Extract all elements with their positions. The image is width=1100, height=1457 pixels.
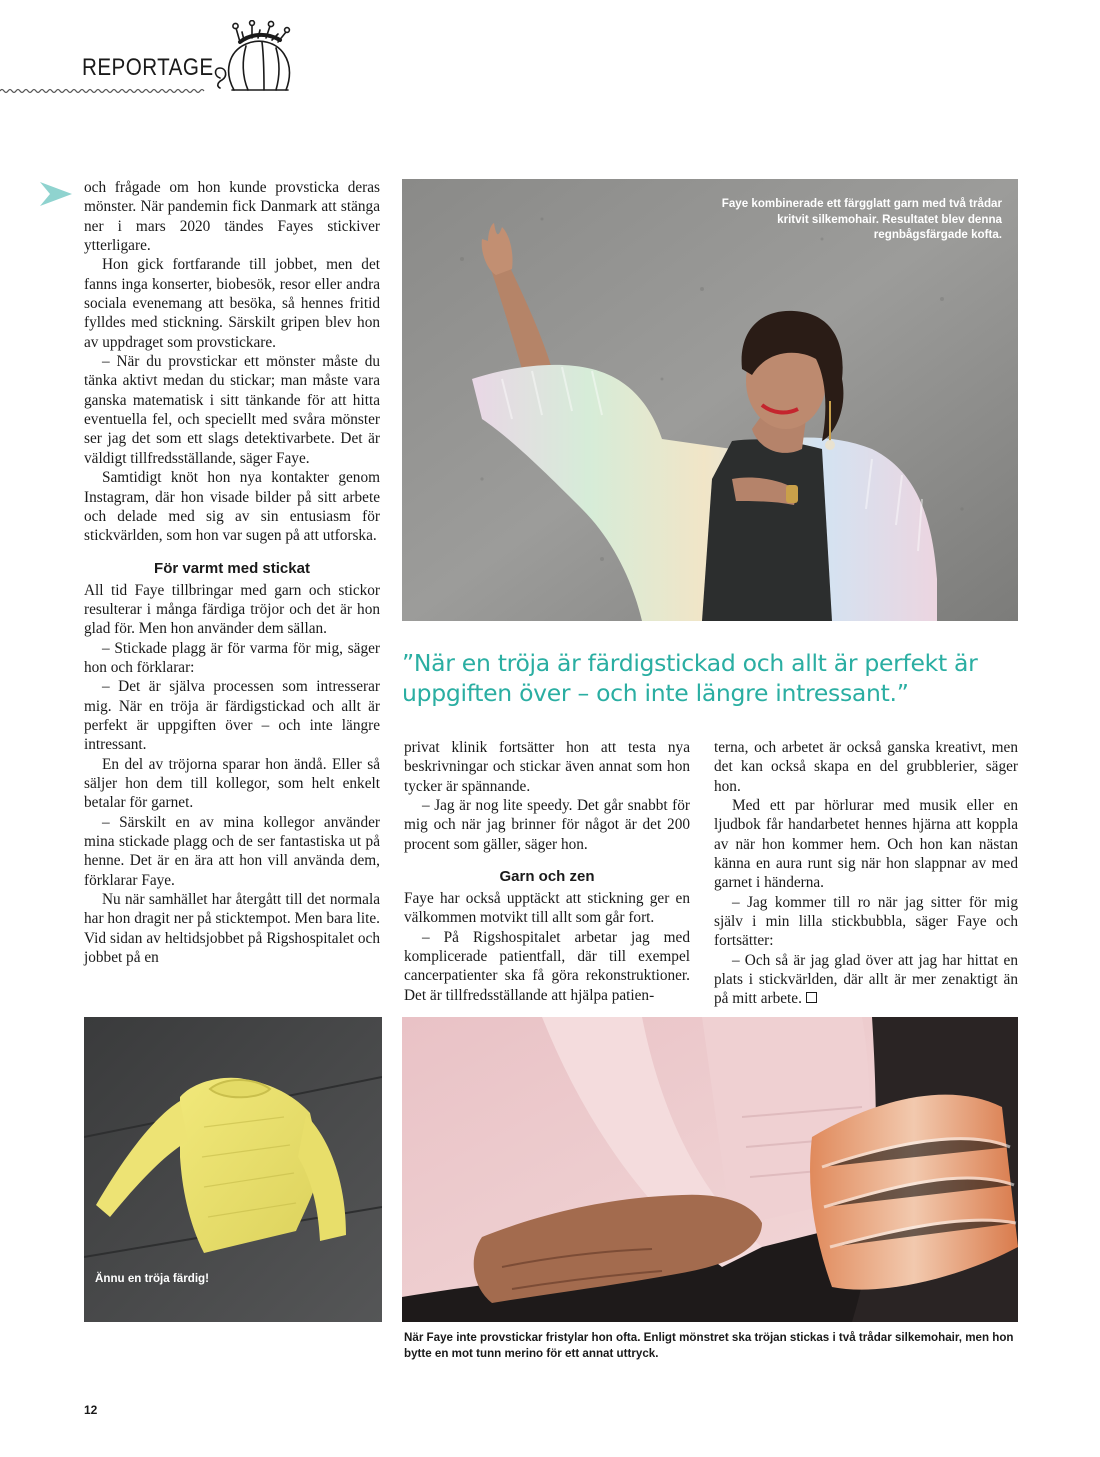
paragraph: terna, och arbetet är också ganska kreativt, men det kan också skapa en del grubblerier, säger hon.: [714, 739, 1018, 795]
main-photo: [402, 179, 1018, 621]
paragraph: – När du provstickar ett mönster måste du tänka aktivt medan du stickar; man måste vara ganska matematisk i sitt tänkande för att hitta eventuella fel, och speciellt med svåra mönster ser jag det som ett slags detektivarbete. Det är väldigt tillfredsställande, säger Faye.: [84, 353, 380, 467]
paragraph: och frågade om hon kunde provsticka deras mönster. När pandemin fick Danmark att stänga ner i mars 2020 tändes Fayes stickiver ytterligare.: [84, 179, 380, 255]
arrow-marker-icon: [38, 180, 74, 208]
hands-photo-caption: När Faye inte provstickar fristylar hon ofta. Enligt mönstret ska tröjan stickas i två trådar silkemohair, men hon bytte en mot tunn merino för ett annat uttryck.: [404, 1331, 1014, 1360]
hands-photo: [402, 1017, 1018, 1322]
main-photo-caption: Faye kombinerade ett färgglatt garn med två trådar kritvit silkemohair. Resultatet blev denna regnbågsfärgade kofta.: [721, 197, 1002, 241]
paragraph: All tid Faye tillbringar med garn och stickor resulterar i många färdiga tröjor och det är hon glad för. Men hon använder dem sällan.: [84, 581, 380, 638]
article-column-1: [84, 178, 380, 967]
paragraph: Samtidigt knöt hon nya kontakter genom Instagram, där hon visade bilder på sitt arbete och delade med sig av sin entusiasm för stickvärlden, som hon var sugen på att utforska.: [84, 469, 380, 545]
paragraph: Faye har också upptäckt att stickning ger en välkommen motvikt till allt som går fort.: [404, 890, 690, 927]
paragraph: En del av tröjorna sparar hon ändå. Eller så säljer hon dem till kollegor, som helt enkelt betalar för garnet.: [84, 755, 380, 812]
subheading: För varmt med stickat: [154, 559, 310, 577]
paragraph: – På Rigshospitalet arbetar jag med komplicerade patientfall, där till exempel cancerpatienter ska få göra rekonstruktioner. Det är tillfredsställande att hjälpa patien-: [404, 928, 690, 1004]
paragraph: Nu när samhället har återgått till det normala har hon dragit ner på sticktempot. Men bara lite. Vid sidan av heltidsjobbet på Rigshospitalet och jobbet på en: [84, 891, 380, 967]
page-number: 12: [84, 1403, 98, 1417]
paragraph: – Det är själva processen som intresserar mig. När en tröja är färdigstickad och allt är perfekt är uppgiften över – och inte längre intressant.: [84, 678, 380, 754]
paragraph: Hon gick fortfarande till jobbet, men det fanns inga konserter, biobesök, resor eller andra sociala evenemang att besöka, så hennes fritid fylldes med stickning. Särskilt gripen blev hon av uppdraget som provstickare.: [84, 256, 380, 351]
paragraph: [714, 951, 1018, 1009]
sweater-photo-caption: Ännu en tröja färdig!: [95, 1272, 210, 1285]
paragraph: Med ett par hörlurar med musik eller en ljudbok får handarbetet hennes hjärna att koppla av när hon kommer hem. Och hon kan nästan känna en aura runt sig när hon slappnar av med garnet i händerna.: [714, 797, 1018, 892]
article-column-2: [404, 738, 690, 1005]
header-rule: [0, 88, 205, 94]
pincushion-icon: [210, 20, 300, 94]
section-label: REPORTAGE: [82, 54, 214, 81]
article-column-3: [714, 738, 1018, 1009]
closing-paragraph-text: – Och så är jag glad över att jag har hittat en plats i stickvärlden, där allt är mer zenaktigt än på mitt arbete.: [714, 951, 1018, 1008]
subheading: Garn och zen: [499, 868, 595, 886]
paragraph: – Stickade plagg är för varma för mig, säger hon och förklarar:: [84, 639, 380, 676]
paragraph: privat klinik fortsätter hon att testa nya beskrivningar och stickar även annat som hon tycker är spännande.: [404, 739, 690, 795]
pull-quote: ”När en tröja är färdigstickad och allt är perfekt är uppgiften över – och inte längre intressant.”: [402, 649, 978, 707]
end-of-article-icon: [806, 992, 817, 1003]
paragraph: – Jag är nog lite speedy. Det går snabbt för mig och när jag brinner för något är det 200 procent som gäller, säger hon.: [404, 797, 690, 853]
paragraph: – Jag kommer till ro när jag sitter för mig själv i min lilla stickbubbla, säger Faye och fortsätter:: [714, 893, 1018, 950]
paragraph: – Särskilt en av mina kollegor använder mina stickade plagg och de ser fantastiska ut på henne. Det är en ära att hon vill använda dem, förklarar Faye.: [84, 813, 380, 889]
